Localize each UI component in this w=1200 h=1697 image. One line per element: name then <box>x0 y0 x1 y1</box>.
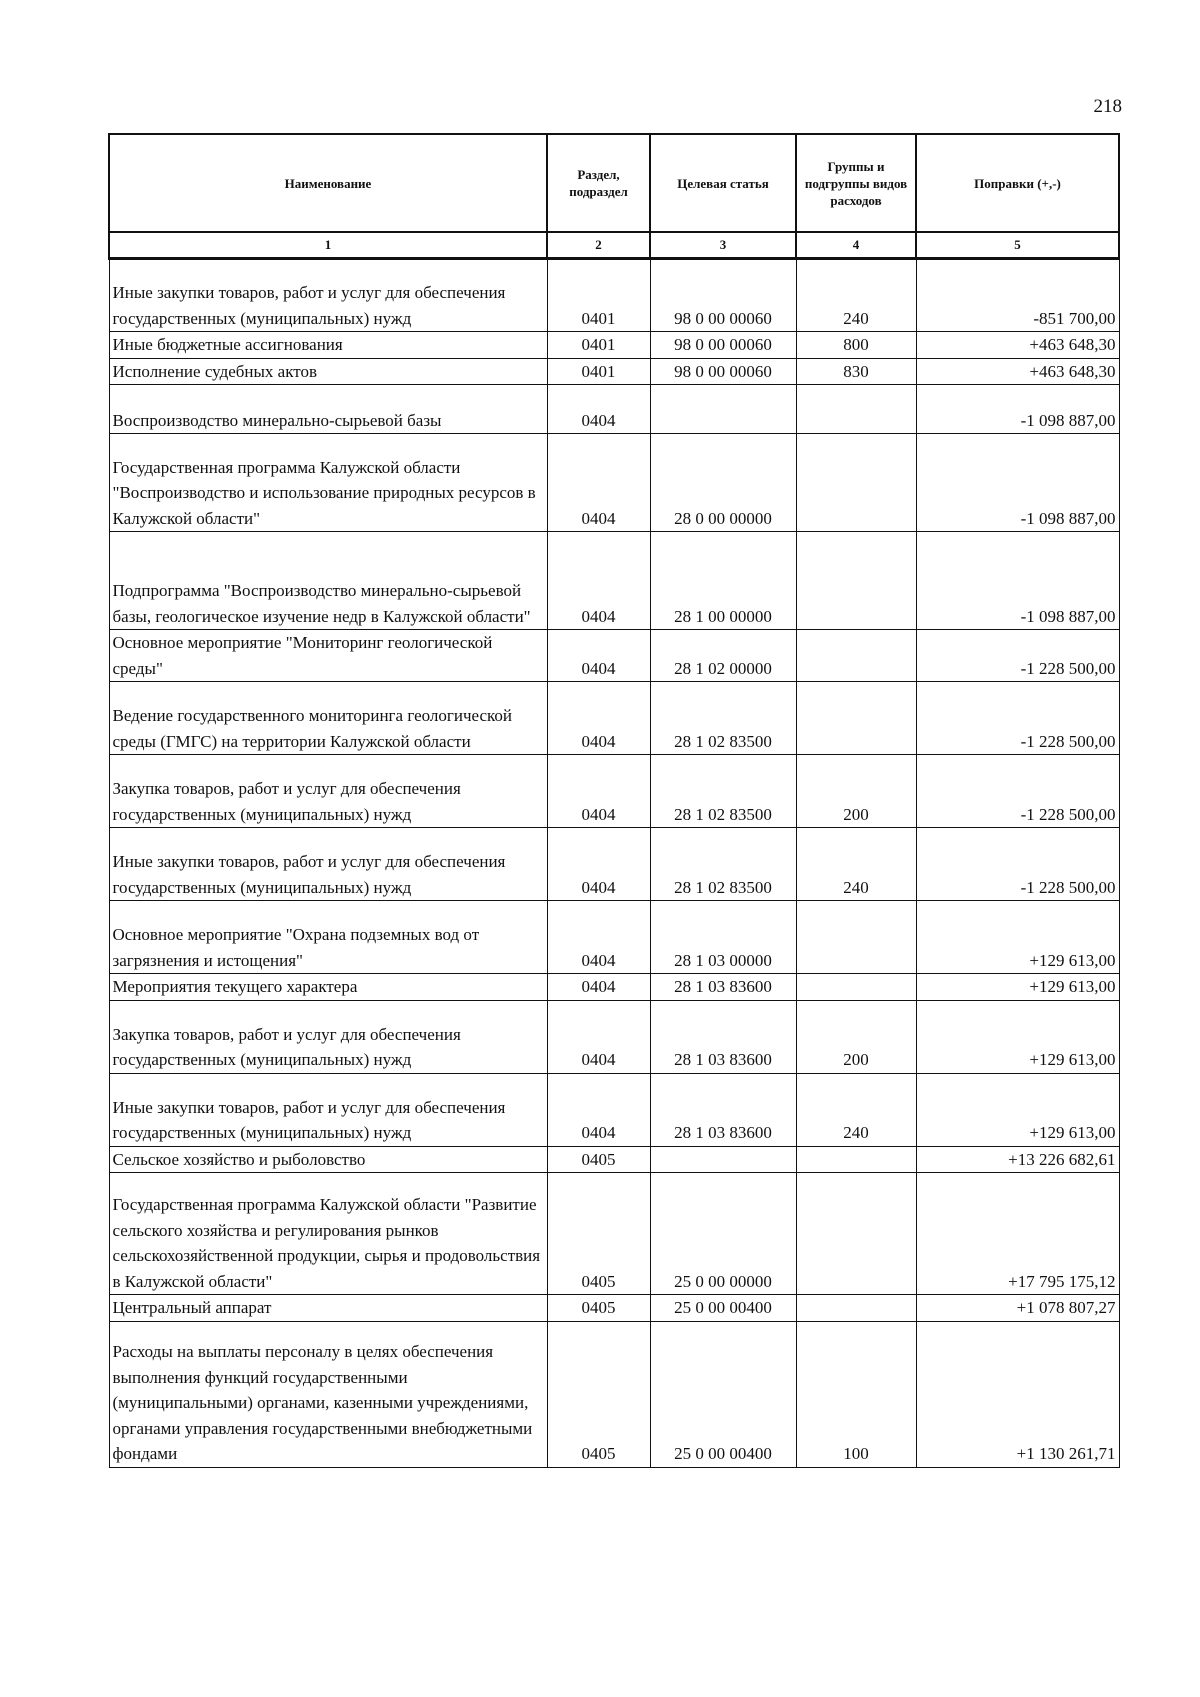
table-row <box>109 1073 1119 1146</box>
row-group-cell: 100 <box>796 1321 916 1467</box>
row-group-cell: 240 <box>796 259 916 332</box>
header-expense-groups: Группы и подгруппы видов расходов <box>796 134 916 232</box>
row-target-cell: 28 1 00 00000 <box>650 532 796 630</box>
row-name-cell: Государственная программа Калужской области "Развитие сельского хозяйства и регулирования рынков сельскохозяйственной продукции, сырья и продовольствия в Калужской области" <box>109 1173 547 1295</box>
table-row <box>109 259 1119 332</box>
row-group-cell: 200 <box>796 1000 916 1073</box>
row-amount-cell: +463 648,30 <box>916 332 1119 359</box>
row-section-cell: 0404 <box>547 901 650 974</box>
table-row <box>109 385 1119 434</box>
table-row <box>109 901 1119 974</box>
row-group-cell: 240 <box>796 828 916 901</box>
row-target-cell: 28 1 03 83600 <box>650 1073 796 1146</box>
row-target-cell: 28 1 02 83500 <box>650 682 796 755</box>
column-number: 4 <box>796 232 916 259</box>
table-row <box>109 332 1119 359</box>
row-amount-cell: -1 098 887,00 <box>916 532 1119 630</box>
row-group-cell <box>796 532 916 630</box>
row-section-cell: 0404 <box>547 434 650 532</box>
row-section-cell: 0404 <box>547 385 650 434</box>
row-section-cell: 0404 <box>547 974 650 1001</box>
column-number: 2 <box>547 232 650 259</box>
row-amount-cell: +129 613,00 <box>916 1073 1119 1146</box>
table-row <box>109 1295 1119 1322</box>
row-section-cell: 0401 <box>547 332 650 359</box>
header-target-article: Целевая статья <box>650 134 796 232</box>
row-target-cell: 98 0 00 00060 <box>650 358 796 385</box>
row-name-cell: Центральный аппарат <box>109 1295 547 1322</box>
row-section-cell: 0404 <box>547 682 650 755</box>
row-name-cell: Основное мероприятие "Охрана подземных вод от загрязнения и истощения" <box>109 901 547 974</box>
row-target-cell: 28 1 03 83600 <box>650 1000 796 1073</box>
row-target-cell: 28 1 02 83500 <box>650 755 796 828</box>
budget-amendments-table <box>108 133 1120 1468</box>
row-target-cell <box>650 385 796 434</box>
row-section-cell: 0404 <box>547 755 650 828</box>
row-target-cell: 98 0 00 00060 <box>650 332 796 359</box>
row-name-cell: Основное мероприятие "Мониторинг геологической среды" <box>109 630 547 682</box>
row-amount-cell: +17 795 175,12 <box>916 1173 1119 1295</box>
row-section-cell: 0405 <box>547 1295 650 1322</box>
row-section-cell: 0401 <box>547 358 650 385</box>
column-number: 5 <box>916 232 1119 259</box>
row-amount-cell: +1 078 807,27 <box>916 1295 1119 1322</box>
table-row <box>109 755 1119 828</box>
row-name-cell: Исполнение судебных актов <box>109 358 547 385</box>
row-target-cell: 28 1 03 00000 <box>650 901 796 974</box>
row-name-cell: Государственная программа Калужской области "Воспроизводство и использование природных ресурсов в Калужской области" <box>109 434 547 532</box>
row-amount-cell: +463 648,30 <box>916 358 1119 385</box>
row-name-cell: Закупка товаров, работ и услуг для обеспечения государственных (муниципальных) нужд <box>109 1000 547 1073</box>
row-section-cell: 0401 <box>547 259 650 332</box>
table-row <box>109 1000 1119 1073</box>
table-row <box>109 630 1119 682</box>
row-amount-cell: +129 613,00 <box>916 974 1119 1001</box>
row-group-cell: 240 <box>796 1073 916 1146</box>
row-target-cell: 25 0 00 00000 <box>650 1173 796 1295</box>
row-target-cell: 28 0 00 00000 <box>650 434 796 532</box>
table-row <box>109 682 1119 755</box>
row-group-cell <box>796 1146 916 1173</box>
row-section-cell: 0404 <box>547 1073 650 1146</box>
row-amount-cell: +129 613,00 <box>916 901 1119 974</box>
row-section-cell: 0405 <box>547 1321 650 1467</box>
row-section-cell: 0404 <box>547 630 650 682</box>
row-name-cell: Воспроизводство минерально-сырьевой базы <box>109 385 547 434</box>
table-body <box>109 259 1119 1468</box>
row-amount-cell: +129 613,00 <box>916 1000 1119 1073</box>
row-group-cell <box>796 682 916 755</box>
row-amount-cell: -1 228 500,00 <box>916 828 1119 901</box>
row-group-cell <box>796 434 916 532</box>
row-target-cell: 28 1 02 83500 <box>650 828 796 901</box>
row-target-cell: 28 1 03 83600 <box>650 974 796 1001</box>
table-row <box>109 1146 1119 1173</box>
row-amount-cell: -851 700,00 <box>916 259 1119 332</box>
row-amount-cell: +13 226 682,61 <box>916 1146 1119 1173</box>
row-group-cell <box>796 385 916 434</box>
table-row <box>109 434 1119 532</box>
row-section-cell: 0405 <box>547 1146 650 1173</box>
row-name-cell: Ведение государственного мониторинга геологической среды (ГМГС) на территории Калужской области <box>109 682 547 755</box>
row-amount-cell: -1 228 500,00 <box>916 755 1119 828</box>
column-number: 1 <box>109 232 547 259</box>
row-group-cell: 830 <box>796 358 916 385</box>
page-number: 218 <box>1093 96 1122 117</box>
row-group-cell <box>796 630 916 682</box>
row-group-cell <box>796 1295 916 1322</box>
row-name-cell: Иные закупки товаров, работ и услуг для обеспечения государственных (муниципальных) нужд <box>109 259 547 332</box>
header-name: Наименование <box>109 134 547 232</box>
column-number: 3 <box>650 232 796 259</box>
row-amount-cell: -1 228 500,00 <box>916 630 1119 682</box>
row-amount-cell: -1 098 887,00 <box>916 434 1119 532</box>
row-name-cell: Расходы на выплаты персоналу в целях обеспечения выполнения функций государственными (муниципальными) органами, казенными учреждениями, органами управления государственными внебюджетными фондами <box>109 1321 547 1467</box>
header-amendments: Поправки (+,-) <box>916 134 1119 232</box>
row-amount-cell: -1 228 500,00 <box>916 682 1119 755</box>
row-group-cell: 800 <box>796 332 916 359</box>
table-row <box>109 1173 1119 1295</box>
table-header-row <box>109 134 1119 232</box>
row-section-cell: 0404 <box>547 828 650 901</box>
table-row <box>109 1321 1119 1467</box>
row-target-cell: 25 0 00 00400 <box>650 1321 796 1467</box>
row-target-cell: 98 0 00 00060 <box>650 259 796 332</box>
row-name-cell: Закупка товаров, работ и услуг для обеспечения государственных (муниципальных) нужд <box>109 755 547 828</box>
row-target-cell: 25 0 00 00400 <box>650 1295 796 1322</box>
row-section-cell: 0404 <box>547 1000 650 1073</box>
row-group-cell <box>796 901 916 974</box>
row-name-cell: Иные бюджетные ассигнования <box>109 332 547 359</box>
row-group-cell <box>796 974 916 1001</box>
row-amount-cell: -1 098 887,00 <box>916 385 1119 434</box>
row-group-cell <box>796 1173 916 1295</box>
row-target-cell <box>650 1146 796 1173</box>
row-group-cell: 200 <box>796 755 916 828</box>
table-row <box>109 974 1119 1001</box>
row-section-cell: 0405 <box>547 1173 650 1295</box>
row-name-cell: Иные закупки товаров, работ и услуг для обеспечения государственных (муниципальных) нужд <box>109 828 547 901</box>
row-name-cell: Подпрограмма "Воспроизводство минерально-сырьевой базы, геологическое изучение недр в Калужской области" <box>109 532 547 630</box>
row-section-cell: 0404 <box>547 532 650 630</box>
table-row <box>109 358 1119 385</box>
table-row <box>109 532 1119 630</box>
row-name-cell: Сельское хозяйство и рыболовство <box>109 1146 547 1173</box>
table-row <box>109 828 1119 901</box>
row-name-cell: Иные закупки товаров, работ и услуг для обеспечения государственных (муниципальных) нужд <box>109 1073 547 1146</box>
row-target-cell: 28 1 02 00000 <box>650 630 796 682</box>
row-name-cell: Мероприятия текущего характера <box>109 974 547 1001</box>
row-amount-cell: +1 130 261,71 <box>916 1321 1119 1467</box>
header-section: Раздел, подраздел <box>547 134 650 232</box>
column-number-row <box>109 232 1119 259</box>
